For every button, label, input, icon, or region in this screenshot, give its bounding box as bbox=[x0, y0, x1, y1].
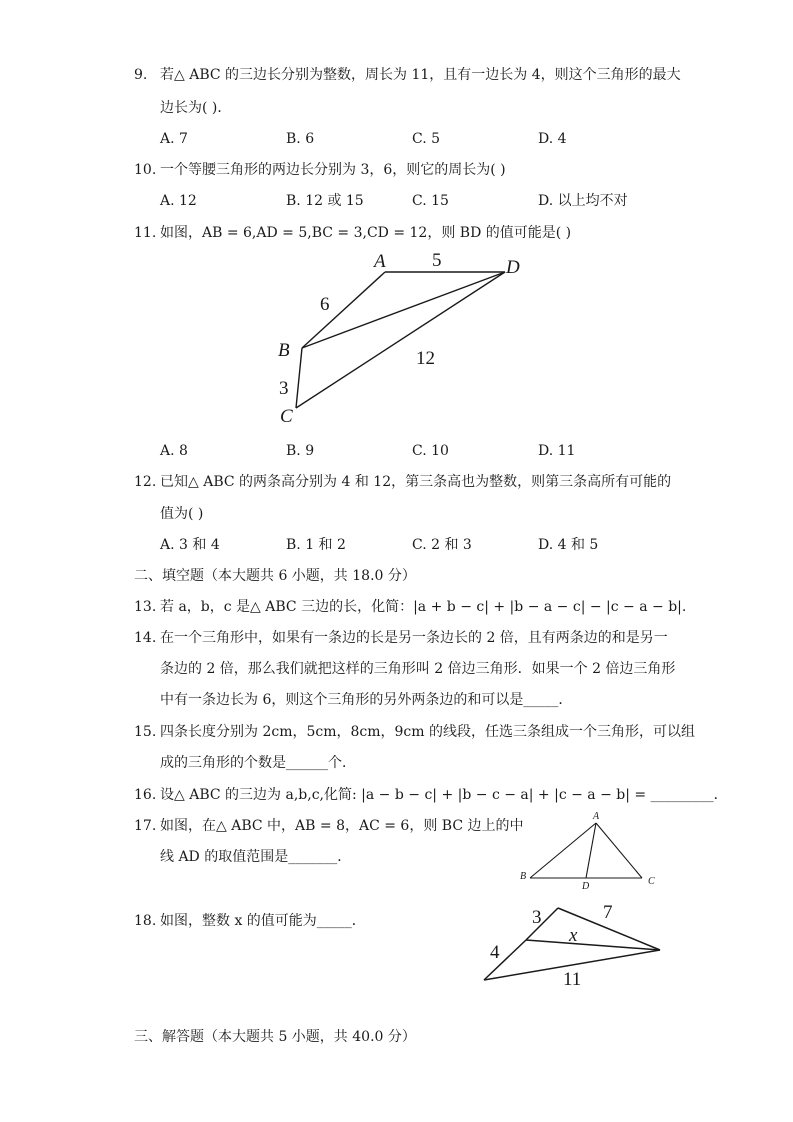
q11-label-b: B bbox=[278, 340, 290, 361]
q12-text-line2: 值为( ) bbox=[160, 506, 204, 522]
q12-option-a: A. 3 和 4 bbox=[160, 537, 220, 553]
q11-segment-bc bbox=[296, 348, 302, 408]
q18-segment-top-left bbox=[526, 908, 558, 940]
q11-number: 11. bbox=[134, 225, 157, 241]
q16-text-line1: 设△ ABC 的三边为 a,b,c,化简: |a − b − c| + |b − c − a| + |c − a − b| = _________． bbox=[160, 787, 728, 803]
q9-option-d: D. 4 bbox=[538, 131, 567, 147]
q9-option-b: B. 6 bbox=[286, 131, 315, 147]
q17-label-a: A bbox=[593, 811, 600, 822]
q11-option-c: C. 10 bbox=[412, 443, 449, 459]
q13-number: 13. bbox=[134, 599, 157, 615]
q17-median-ad bbox=[586, 823, 596, 878]
q14-number: 14. bbox=[134, 630, 157, 646]
q18-number: 18. bbox=[134, 913, 157, 929]
q17-segment-ab bbox=[530, 823, 596, 878]
q11-side-ad: 5 bbox=[432, 250, 442, 271]
q16-number: 16. bbox=[134, 787, 157, 803]
q18-side-4: 4 bbox=[490, 942, 500, 963]
q11-label-c: C bbox=[280, 406, 293, 427]
q14-text-line3: 中有一条边长为 6，则这个三角形的另外两条边的和可以是_____． bbox=[160, 692, 573, 708]
section-3-heading: 三、解答题（本大题共 5 小题，共 40.0 分） bbox=[134, 1029, 416, 1045]
q17-text-line1: 如图，在△ ABC 中，AB = 8，AC = 6，则 BC 边上的中 bbox=[160, 818, 524, 834]
q10-number: 10. bbox=[134, 162, 157, 178]
section-2-heading: 二、填空题（本大题共 6 小题，共 18.0 分） bbox=[134, 568, 416, 584]
q11-side-ab: 6 bbox=[320, 294, 330, 315]
q18-figure bbox=[476, 898, 672, 994]
q18-text-line1: 如图，整数 x 的值可能为_____． bbox=[160, 913, 366, 929]
q9-option-c: C. 5 bbox=[412, 131, 441, 147]
q10-option-c: C. 15 bbox=[412, 193, 449, 209]
q17-label-c: C bbox=[648, 876, 655, 887]
q18-side-3: 3 bbox=[532, 907, 542, 928]
q15-text-line2: 成的三角形的个数是______个． bbox=[160, 755, 356, 771]
q11-segment-cd bbox=[296, 272, 505, 408]
q11-label-d: D bbox=[506, 257, 520, 278]
q11-option-a: A. 8 bbox=[160, 443, 188, 459]
q11-segment-ab bbox=[302, 272, 385, 348]
q14-text-line2: 条边的 2 倍，那么我们就把这样的三角形叫 2 倍边三角形．如果一个 2 倍边三角形 bbox=[160, 661, 676, 677]
q11-segment-bd bbox=[302, 272, 505, 348]
q11-figure bbox=[270, 246, 540, 432]
q9-text-line1: 若△ ABC 的三边长分别为整数，周长为 11，且有一边长为 4，则这个三角形的最大 bbox=[160, 67, 681, 83]
q17-text-line2: 线 AD 的取值范围是_______． bbox=[160, 849, 352, 865]
q11-label-a: A bbox=[374, 251, 386, 272]
q15-number: 15. bbox=[134, 724, 157, 740]
q12-option-b: B. 1 和 2 bbox=[286, 537, 346, 553]
q11-side-cd: 12 bbox=[416, 348, 435, 369]
q17-label-b: B bbox=[520, 871, 527, 882]
q10-option-d: D. 以上均不对 bbox=[538, 193, 628, 209]
q15-text-line1: 四条长度分别为 2cm，5cm，8cm，9cm 的线段，任选三条组成一个三角形，可以组 bbox=[160, 724, 695, 740]
q12-option-c: C. 2 和 3 bbox=[412, 537, 472, 553]
q14-text-line1: 在一个三角形中，如果有一条边的长是另一条边长的 2 倍，且有两条边的和是另一 bbox=[160, 630, 668, 646]
q12-number: 12. bbox=[134, 474, 157, 490]
q17-figure bbox=[514, 808, 664, 890]
q10-option-a: A. 12 bbox=[160, 193, 197, 209]
q11-side-bc: 3 bbox=[279, 378, 289, 399]
q11-text-line1: 如图，AB = 6,AD = 5,BC = 3,CD = 12，则 BD 的值可能是( ) bbox=[160, 225, 572, 241]
q18-side-11: 11 bbox=[563, 969, 582, 990]
q11-option-d: D. 11 bbox=[538, 443, 576, 459]
q9-text-line2: 边长为( )． bbox=[160, 100, 232, 116]
q13-text-line1: 若 a，b，c 是△ ABC 三边的长，化简：|a + b − c| + |b − a − c| − |c − a − b|. bbox=[160, 599, 687, 615]
q10-text-line1: 一个等腰三角形的两边长分别为 3，6，则它的周长为( ) bbox=[160, 162, 506, 178]
q9-option-a: A. 7 bbox=[160, 131, 188, 147]
q9-number: 9. bbox=[134, 67, 148, 83]
q10-option-b: B. 12 或 15 bbox=[286, 193, 364, 209]
q17-segment-ac bbox=[596, 823, 642, 878]
q12-option-d: D. 4 和 5 bbox=[538, 537, 599, 553]
q18-side-x: x bbox=[569, 925, 578, 946]
q12-text-line1: 已知△ ABC 的两条高分别为 4 和 12，第三条高也为整数，则第三条高所有可能的 bbox=[160, 474, 672, 490]
q18-side-7: 7 bbox=[603, 902, 613, 923]
q17-number: 17. bbox=[134, 818, 157, 834]
q17-label-d: D bbox=[582, 881, 590, 890]
q11-option-b: B. 9 bbox=[286, 443, 315, 459]
